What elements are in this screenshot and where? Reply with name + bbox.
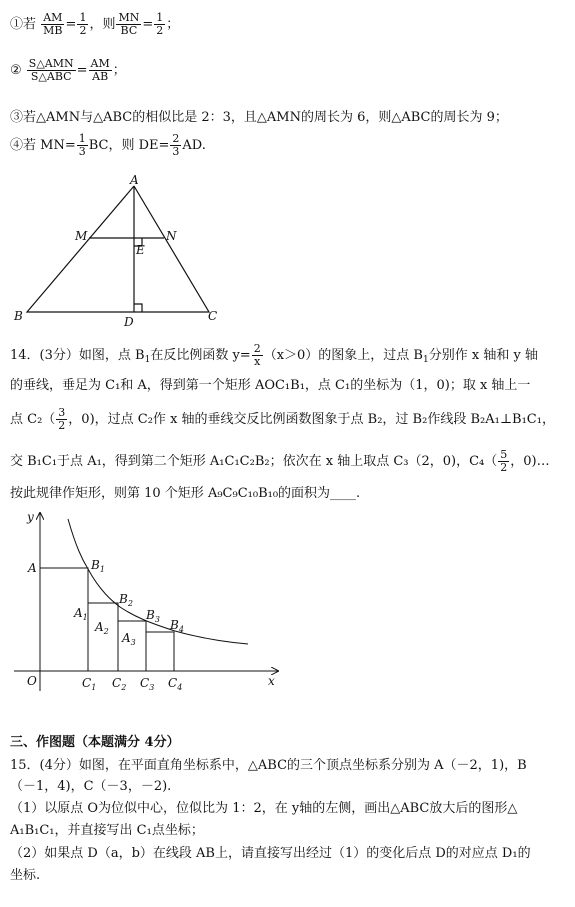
b-letter: B xyxy=(146,608,155,622)
item-4-mid: BC，则 DE= xyxy=(88,138,170,153)
fraction-5-over-2 xyxy=(498,449,509,474)
frac-num: MN xyxy=(118,11,140,24)
label-c4 xyxy=(168,676,182,692)
fraction-am-ab xyxy=(89,58,112,83)
label-a: A xyxy=(130,173,139,187)
c-letter: C xyxy=(168,676,178,690)
frac-den: MB xyxy=(43,24,63,37)
q14-l3-pre: 点 C₂（ xyxy=(10,412,56,427)
label-b2 xyxy=(118,592,133,608)
equals: = xyxy=(76,63,88,78)
q14-l1-post: （x＞0）的图象上，过点 B xyxy=(263,348,423,363)
label-o: O xyxy=(27,674,37,688)
sub-2: 2 xyxy=(121,683,127,692)
item-4 xyxy=(10,133,206,158)
label-a2 xyxy=(94,620,109,636)
item-1 xyxy=(10,12,179,37)
q14-l1-mid: 在反比例函数 y= xyxy=(150,348,251,363)
q15-line-2: （－1，4)，C（－3，－2). xyxy=(10,779,172,794)
equals: = xyxy=(142,17,154,32)
q15-line-4: A₁B₁C₁，并直接写出 C₁点坐标； xyxy=(10,823,204,838)
frac-den: 2 xyxy=(156,24,164,37)
q15-line-1: 15．(4分）如图，在平面直角坐标系中，△ABC的三个顶点坐标系分别为 A（－2，1)，B xyxy=(10,758,527,773)
sub-3: 3 xyxy=(130,638,136,647)
frac-num: 1 xyxy=(79,11,87,24)
sub-2: 2 xyxy=(127,599,133,608)
label-a: A xyxy=(28,561,37,575)
fraction-2-over-x xyxy=(252,343,263,368)
item-2-end: ； xyxy=(112,63,126,78)
c-letter: C xyxy=(82,676,92,690)
fraction-mn-bc xyxy=(116,12,141,37)
a-letter: A xyxy=(95,620,104,634)
q14-l1-sub2: 1 xyxy=(422,355,429,365)
item-1-mid: ，则 xyxy=(89,17,116,32)
frac-num: 1 xyxy=(156,11,164,24)
fraction-area-ratio xyxy=(27,58,76,83)
triangle-abc xyxy=(27,186,209,312)
sub-2: 2 xyxy=(103,627,109,636)
rect-a3c3c4b4 xyxy=(146,632,174,671)
q14-line-4 xyxy=(10,449,550,474)
frac-num: 1 xyxy=(78,132,86,145)
sub-1: 1 xyxy=(91,683,97,692)
rect-a1c1c2b2 xyxy=(88,603,118,671)
frac-den: AB xyxy=(92,70,109,83)
item-4-end: AD. xyxy=(182,138,206,153)
q15-line-3: （1）以原点 O为位似中心，位似比为 1：2，在 y轴的左侧，画出△ABC放大后的图形△ xyxy=(10,801,518,816)
label-b: B xyxy=(14,309,23,323)
frac-den: 2 xyxy=(500,461,508,474)
label-b4 xyxy=(169,618,184,634)
c-letter: C xyxy=(140,676,150,690)
label-c2 xyxy=(112,676,126,692)
frac-num: 2 xyxy=(172,132,180,145)
label-c: C xyxy=(208,309,218,323)
sub-1: 1 xyxy=(82,613,88,622)
section-title: 三、作图题（本题满分 4分） xyxy=(10,735,180,750)
fraction-half xyxy=(154,12,165,37)
item-1-pre: 若 xyxy=(23,17,37,32)
label-x: x xyxy=(268,674,275,688)
b-letter: B xyxy=(170,618,179,632)
q14-l3-post: ，0)，过点 C₂作 x 轴的垂线交反比例函数图象于点 B₂，过 B₂作线段 B₂A₁⊥B₁C₁， xyxy=(68,412,555,427)
label-c1 xyxy=(82,676,96,692)
item-1-marker: ① xyxy=(10,17,24,32)
frac-den: 3 xyxy=(172,145,180,158)
a-letter: A xyxy=(74,606,83,620)
frac-den: x xyxy=(254,355,261,368)
frac-num: 2 xyxy=(253,342,261,355)
label-b1 xyxy=(90,558,105,574)
sub-4: 4 xyxy=(178,625,184,634)
label-n: N xyxy=(166,229,177,243)
frac-den: 2 xyxy=(79,24,87,37)
frac-num: S△AMN xyxy=(28,57,74,70)
q15-line-5: （2）如果点 D（a，b）在线段 AB上，请直接写出经过（1）的变化后点 D的对应点 D₁的 xyxy=(10,846,531,861)
fraction-half xyxy=(77,12,88,37)
sub-3: 3 xyxy=(154,615,160,624)
q14-l4-post: ，0)… xyxy=(510,454,550,469)
q14-l1-sub1: 1 xyxy=(144,355,151,365)
sub-4: 4 xyxy=(177,683,183,692)
q14-line-5: 按此规律作矩形，则第 10 个矩形 A₉C₉C₁₀B₁₀的面积为____. xyxy=(10,486,361,501)
item-4-pre: ④若 MN= xyxy=(10,138,76,153)
b-letter: B xyxy=(119,592,128,606)
c-letter: C xyxy=(112,676,122,690)
label-d: D xyxy=(124,315,134,329)
label-a1 xyxy=(73,606,88,622)
label-b3 xyxy=(145,608,160,624)
frac-den: S△ABC xyxy=(30,70,72,83)
q14-l1-end: 分别作 x 轴和 y 轴 xyxy=(428,348,538,363)
frac-den: 3 xyxy=(78,145,86,158)
item-2 xyxy=(10,58,126,83)
frac-num: AM xyxy=(90,57,110,70)
frac-num: 3 xyxy=(58,406,66,419)
b-letter: B xyxy=(91,558,100,572)
fraction-two-thirds xyxy=(170,133,181,158)
frac-num: AM xyxy=(43,11,63,24)
item-1-end: ； xyxy=(166,17,180,32)
q15-line-6: 坐标. xyxy=(10,868,41,883)
q14-l1-pre: 14．(3分）如图，点 B xyxy=(10,348,145,363)
label-a3 xyxy=(121,631,136,647)
item-2-marker: ② xyxy=(10,63,22,78)
fraction-one-third xyxy=(77,133,88,158)
fraction-am-mb xyxy=(41,12,64,37)
triangle-figure xyxy=(0,172,240,332)
label-e: E xyxy=(136,243,145,257)
a-letter: A xyxy=(122,631,131,645)
q14-line-3 xyxy=(10,407,555,432)
equals: = xyxy=(65,17,77,32)
label-m: M xyxy=(75,229,88,243)
sub-3: 3 xyxy=(149,683,155,692)
fraction-3-over-2 xyxy=(56,407,67,432)
frac-den: 2 xyxy=(58,419,66,432)
label-c3 xyxy=(140,676,154,692)
right-angle-d xyxy=(134,304,142,312)
frac-den: BC xyxy=(120,24,138,37)
hyperbola-figure xyxy=(0,505,300,695)
label-y: y xyxy=(27,510,34,524)
frac-num: 5 xyxy=(500,448,508,461)
q14-l4-pre: 交 B₁C₁于点 A₁，得到第二个矩形 A₁C₁C₂B₂；依次在 x 轴上取点 C₃（2，0)，C₄（ xyxy=(10,454,498,469)
sub-1: 1 xyxy=(99,565,105,574)
q14-line-1 xyxy=(10,343,538,369)
item-3: ③若△AMN与△ABC的相似比是 2：3，且△AMN的周长为 6，则△ABC的周长为 9； xyxy=(10,110,508,125)
q14-line-2: 的垂线，垂足为 C₁和 A，得到第一个矩形 AOC₁B₁，点 C₁的坐标为（1，0)；取 x 轴上一 xyxy=(10,378,531,393)
